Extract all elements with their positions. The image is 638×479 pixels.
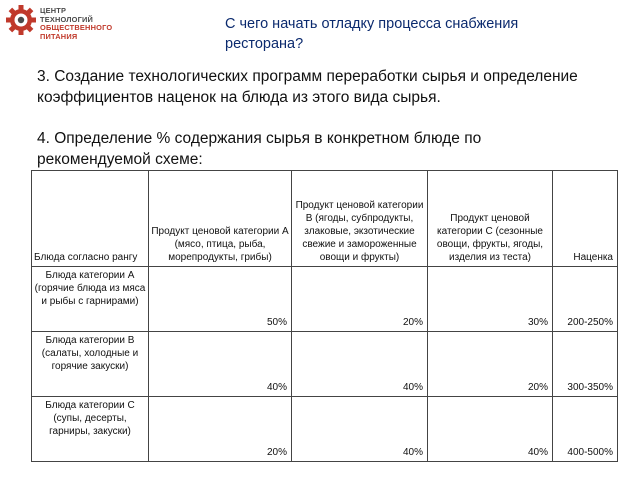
table-row	[32, 267, 618, 332]
row-category-b: Блюда категории В (салаты, холодные и горячие закуски)	[32, 332, 149, 397]
table-header-row	[32, 171, 618, 267]
row-category-a: Блюда категории А (горячие блюда из мяса и рыбы с гарнирами)	[32, 267, 149, 332]
cell-b-percent: 40%	[292, 397, 428, 462]
item-4-line-2: рекомендуемой схеме:	[37, 150, 203, 168]
slide-title	[225, 14, 605, 54]
row-category-c: Блюда категории С (супы, десерты, гарниры, закуски)	[32, 397, 149, 462]
item-4-line-1: 4. Определение % содержания сырья в конкретном блюде по	[37, 130, 482, 147]
slide-title-line-1: С чего начать отладку процесса снабжения	[225, 16, 519, 32]
cell-a-percent: 40%	[149, 332, 292, 397]
item-3-line-2: коэффициентов наценок на блюда из этого вида сырья.	[37, 88, 441, 106]
cell-c-percent: 30%	[428, 267, 553, 332]
item-3-paragraph	[37, 67, 627, 108]
logo	[4, 3, 132, 49]
cell-a-percent: 50%	[149, 267, 292, 332]
cell-b-percent: 40%	[292, 332, 428, 397]
header-category-c-product: Продукт ценовой категории С (сезонные овощи, фрукты, ягоды, изделия из теста)	[428, 171, 553, 267]
item-4-paragraph	[37, 129, 627, 170]
logo-line-3: ОБЩЕСТВЕННОГО	[40, 23, 113, 33]
cell-b-percent: 20%	[292, 267, 428, 332]
cell-markup: 400-500%	[553, 397, 618, 462]
cell-markup: 300-350%	[553, 332, 618, 397]
header-category-b-product: Продукт ценовой категории В (ягоды, субпродукты, злаковые, экзотические свежие и замороженные овощи и фрукты)	[292, 171, 428, 267]
logo-text	[40, 7, 132, 41]
header-category-a-product: Продукт ценовой категории А (мясо, птица, рыба, морепродукты, грибы)	[149, 171, 292, 267]
slide-title-line-2: ресторана?	[225, 36, 304, 52]
table-row	[32, 397, 618, 462]
gear-logo-icon	[4, 3, 38, 37]
cell-c-percent: 20%	[428, 332, 553, 397]
cell-markup: 200-250%	[553, 267, 618, 332]
header-markup: Наценка	[553, 171, 618, 267]
item-3-line-1: 3. Создание технологических программ переработки сырья и определение	[37, 68, 578, 85]
logo-line-1: ЦЕНТР	[40, 6, 67, 15]
logo-line-2: ТЕХНОЛОГИЙ	[40, 14, 94, 24]
logo-line-4: ПИТАНИЯ	[40, 31, 78, 41]
cell-a-percent: 20%	[149, 397, 292, 462]
cell-c-percent: 40%	[428, 397, 553, 462]
header-dishes-by-rank: Блюда согласно рангу	[32, 171, 149, 267]
table-row	[32, 332, 618, 397]
recommended-scheme-table	[31, 170, 618, 462]
